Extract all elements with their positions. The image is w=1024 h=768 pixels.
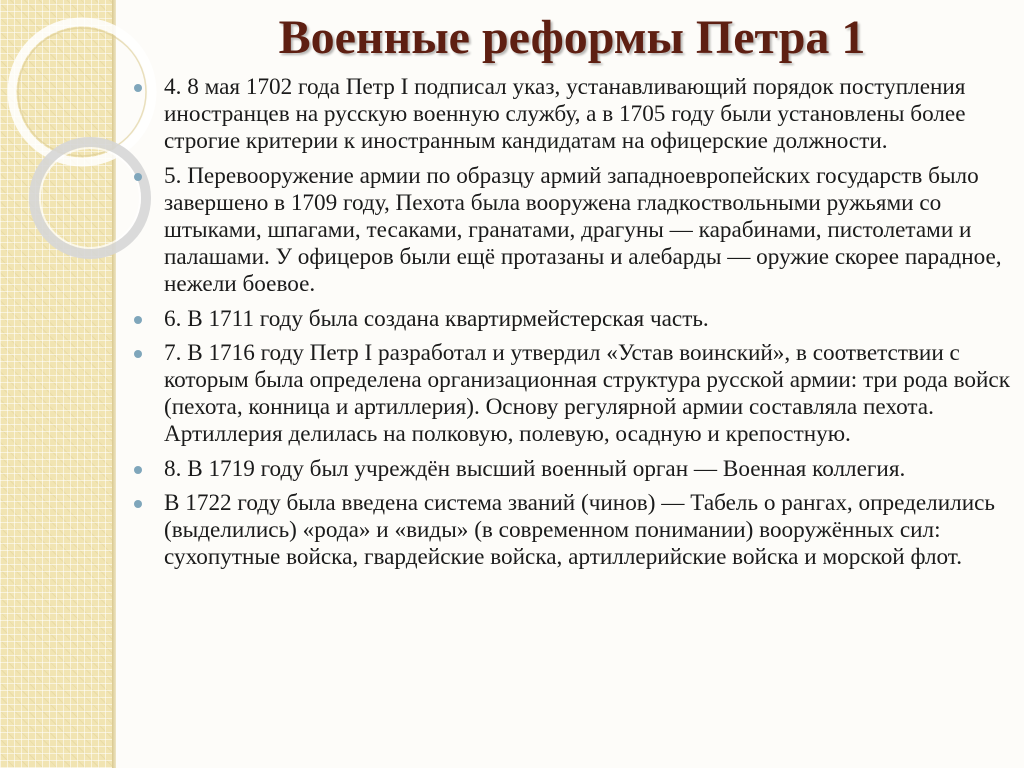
bullet-icon bbox=[134, 466, 142, 474]
list-item-text: 4. 8 мая 1702 года Петр I подписал указ, устанавливающий порядок поступления иностранцев на русскую военную службу, а в 1705 году были установлены более строгие критерии к иностранным кандидатам на офицерские должности. bbox=[164, 74, 966, 155]
bullet-icon bbox=[134, 173, 142, 181]
list-item-text: 5. Перевооружение армии по образцу армий западноевропейских государств было завершено в 1709 году, Пехота была вооружена гладкоствольными ружьями со штыками, шпагами, тесаками, гранатами, драгуны — карабинами, пистолетами и палашами. У офицеров были ещё протазаны и алебарды — оружие скорее парадное, нежели боевое. bbox=[164, 162, 1002, 298]
bullet-icon bbox=[134, 350, 142, 358]
list-item bbox=[130, 306, 1016, 333]
reform-list bbox=[130, 74, 1016, 578]
list-item bbox=[130, 74, 1016, 156]
bullet-icon bbox=[134, 316, 142, 324]
list-item-text: 6. В 1711 году была создана квартирмейстерская часть. bbox=[164, 305, 709, 332]
list-item-text: 7. В 1716 году Петр I разработал и утвердил «Устав воинский», в соответствии с которым была определена организационная структура русской армии: три рода войск (пехота, конница и артиллерия). Основу регулярной армии составляла пехота. Артиллерия делилась на полковую, полевую, осадную и крепостную. bbox=[164, 339, 1010, 448]
bullet-icon bbox=[134, 500, 142, 508]
list-item bbox=[130, 163, 1016, 299]
slide-title: Военные реформы Петра 1 bbox=[278, 11, 866, 64]
bullet-icon bbox=[134, 84, 142, 92]
list-item bbox=[130, 490, 1016, 572]
list-item bbox=[130, 340, 1016, 449]
list-item-text: 8. В 1719 году был учреждён высший военный орган — Военная коллегия. bbox=[164, 455, 906, 482]
list-item-text: В 1722 году была введена система званий (чинов) — Табель о рангах, определились (выделились) «рода» и «виды» (в современном понимании) вооружённых сил: сухопутные войска, гвардейские войска, артиллерийские войска и морской флот. bbox=[164, 489, 996, 571]
list-item bbox=[130, 456, 1016, 483]
